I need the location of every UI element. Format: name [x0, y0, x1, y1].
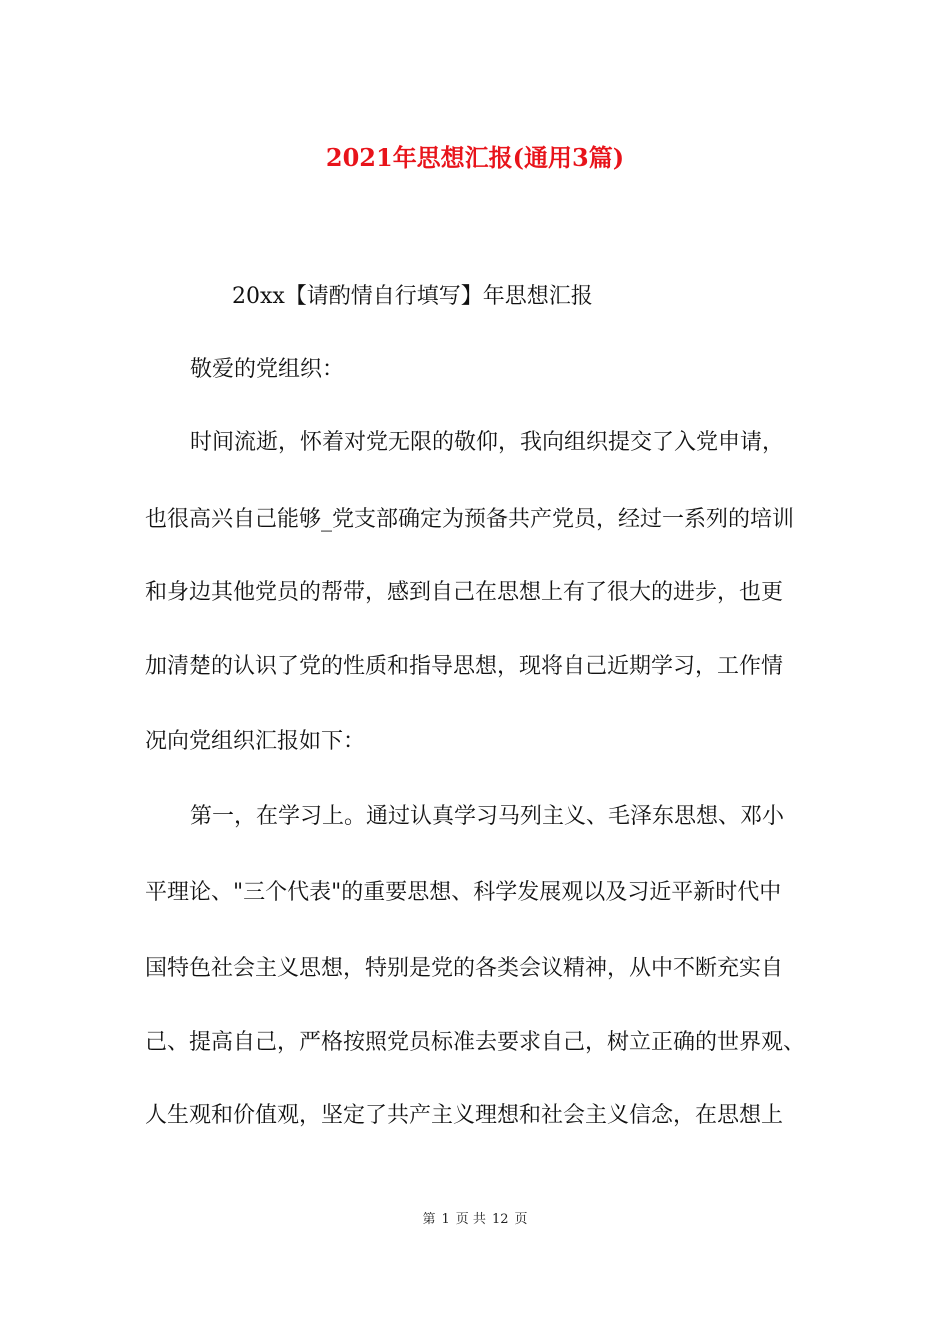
paragraph-line: 国特色社会主义思想，特别是党的各类会议精神，从中不断充实自	[145, 956, 784, 981]
paragraph-line: 第一，在学习上。通过认真学习马列主义、毛泽东思想、邓小	[190, 804, 785, 829]
footer-page-number: 1	[441, 1212, 450, 1227]
paragraph-line: 平理论、"三个代表"的重要思想、科学发展观以及习近平新时代中	[145, 880, 782, 905]
document-title: 2021年思想汇报(通用3篇)	[325, 143, 625, 172]
paragraph-line: 加清楚的认识了党的性质和指导思想，现将自己近期学习，工作情	[145, 654, 784, 679]
footer-prefix: 第	[422, 1212, 436, 1227]
footer-suffix: 页	[514, 1212, 528, 1227]
report-subheading: 20xx【请酌情自行填写】年思想汇报	[232, 284, 593, 309]
paragraph-line: 时间流逝，怀着对党无限的敬仰，我向组织提交了入党申请，	[190, 430, 785, 455]
page-footer	[0, 1208, 950, 1227]
paragraph-line: 况向党组织汇报如下：	[145, 729, 366, 754]
paragraph-line: 和身边其他党员的帮带，感到自己在思想上有了很大的进步，也更	[145, 580, 784, 605]
paragraph-line: 己、提高自己，严格按照党员标准去要求自己，树立正确的世界观、	[145, 1030, 806, 1055]
salutation: 敬爱的党组织：	[190, 357, 345, 382]
footer-total-pages: 12	[491, 1212, 509, 1227]
paragraph-line: 也很高兴自己能够_党支部确定为预备共产党员，经过一系列的培训	[145, 507, 795, 532]
paragraph-line: 人生观和价值观，坚定了共产主义理想和社会主义信念，在思想上	[145, 1103, 784, 1128]
footer-middle: 页 共	[455, 1212, 486, 1227]
